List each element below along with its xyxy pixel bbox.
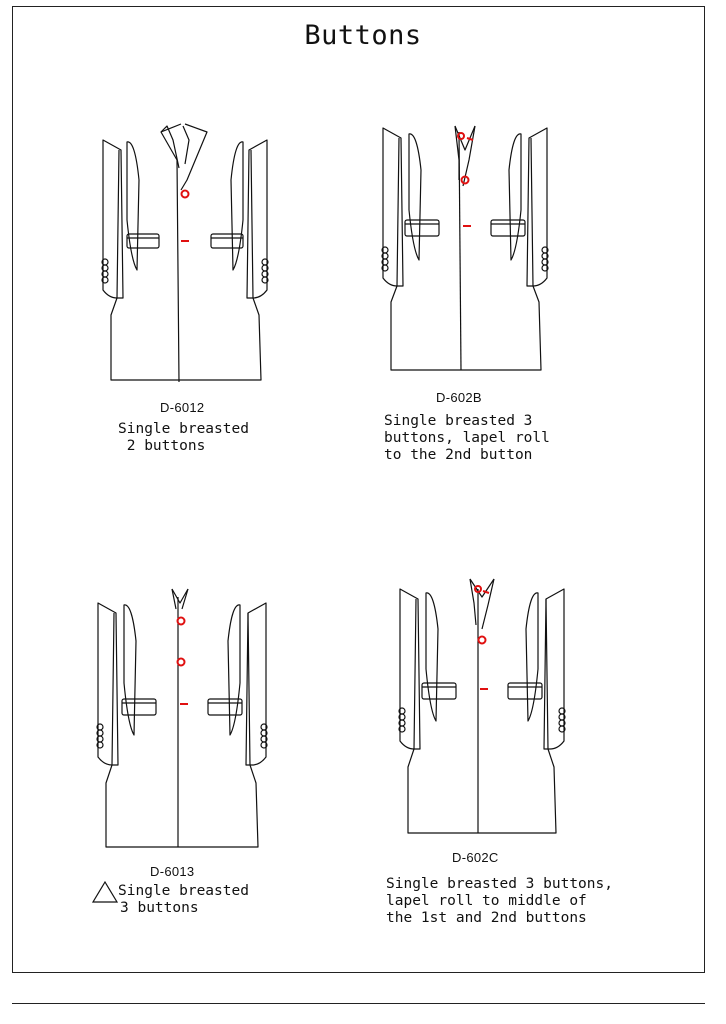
coat-illustration-d6012 <box>95 120 275 388</box>
style-description: Single breasted 3 buttons <box>118 883 249 916</box>
button-mark <box>182 191 189 198</box>
bottom-rule <box>12 1003 705 1004</box>
style-description: Single breasted 2 buttons <box>118 421 249 454</box>
style-description: Single breasted 3 buttons, lapel roll to the 2nd button <box>384 413 550 463</box>
coat-illustration-d6013 <box>92 585 272 850</box>
triangle-warning-icon <box>91 880 119 904</box>
button-mark <box>479 637 486 644</box>
style-description: Single breasted 3 buttons, lapel roll to middle of the 1st and 2nd buttons <box>386 876 613 926</box>
style-code: D-602B <box>436 390 482 405</box>
style-code: D-6013 <box>150 864 195 879</box>
page-title: Buttons <box>304 20 422 51</box>
style-code: D-602C <box>452 850 499 865</box>
coat-illustration-d602c <box>392 575 572 837</box>
coat-illustration-d602b <box>375 120 555 372</box>
style-code: D-6012 <box>160 400 205 415</box>
